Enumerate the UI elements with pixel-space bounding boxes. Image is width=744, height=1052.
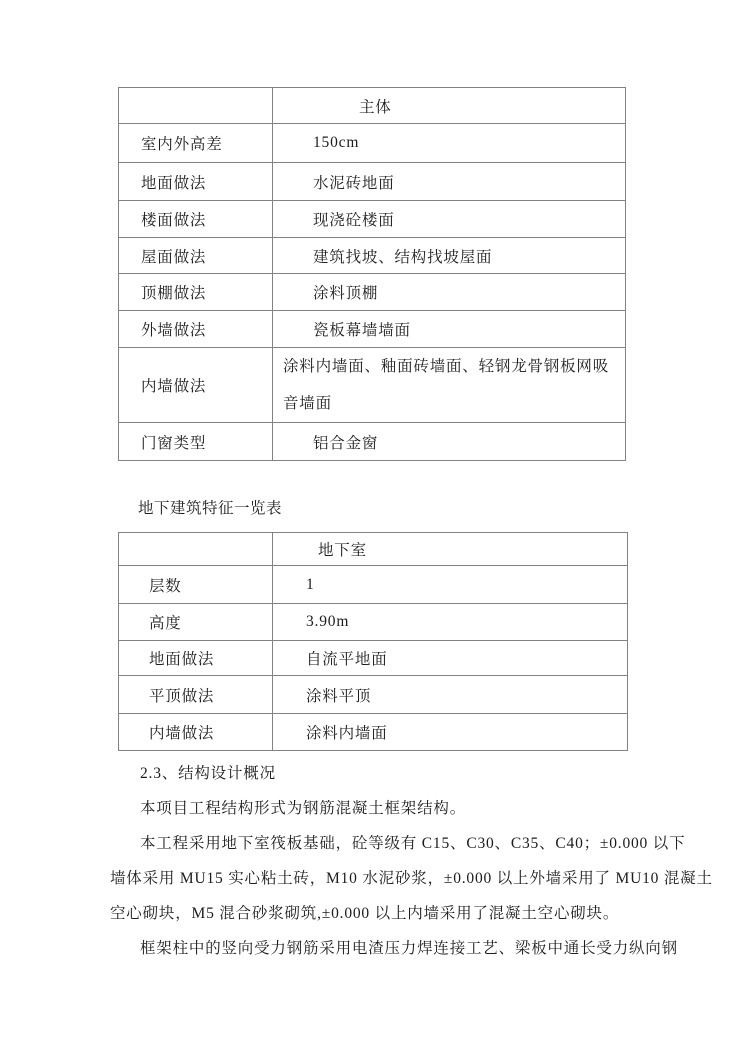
table-cell-value: 涂料内墙面 [273,714,628,751]
table-cell-label: 地面做法 [119,641,273,676]
table-cell-label: 地面做法 [119,163,273,201]
table-cell-value: 水泥砖地面 [273,163,626,201]
table-row [119,163,626,201]
table-row [119,676,628,714]
main-building-features-table [118,87,626,461]
paragraph-line: 框架柱中的竖向受力钢筋采用电渣压力焊连接工艺、梁板中通长受力纵向钢 [140,940,678,957]
table-cell-label: 门窗类型 [119,423,273,461]
table-cell-label: 平顶做法 [119,676,273,714]
table-row [119,348,626,423]
table-row [119,238,626,274]
paragraph-line: 本项目工程结构形式为钢筋混凝土框架结构。 [140,800,467,817]
table-cell-label: 外墙做法 [119,311,273,348]
table-row [119,201,626,238]
table-cell-label: 内墙做法 [119,348,273,423]
table-row [119,88,626,124]
paragraph-line: 本工程采用地下室筏板基础，砼等级有 C15、C30、C35、C40；±0.000 以下 [140,835,686,852]
table-row [119,604,628,641]
table-cell-value: 自流平地面 [273,641,628,676]
table-header-cell: 地下室 [273,533,628,566]
table-cell-value: 涂料平顶 [273,676,628,714]
table-cell-label: 高度 [119,604,273,641]
table-cell-value: 3.90m [273,604,628,641]
body-text-block [110,756,713,966]
table-row [119,641,628,676]
table-row [119,274,626,311]
table-row [119,566,628,604]
basement-table-caption: 地下建筑特征一览表 [138,500,283,517]
table-cell-label: 内墙做法 [119,714,273,751]
table-cell-label [119,88,273,124]
table-cell-value: 1 [273,566,628,604]
table-cell-value: 瓷板幕墙墙面 [273,311,626,348]
table-cell-value: 涂料内墙面、釉面砖墙面、轻钢龙骨钢板网吸音墙面 [273,348,626,423]
paragraph-line: 墙体采用 MU15 实心粘土砖，M10 水泥砂浆，±0.000 以上外墙采用了 MU10 混凝土 [110,870,713,887]
table-row [119,714,628,751]
table-row [119,533,628,566]
table-header-cell: 主体 [273,88,626,124]
table-cell-label: 楼面做法 [119,201,273,238]
table-cell-label: 层数 [119,566,273,604]
table-cell-label: 室内外高差 [119,124,273,163]
table-cell-value: 150cm [273,124,626,163]
section-heading: 2.3、结构设计概况 [140,765,276,782]
table-cell-label: 顶棚做法 [119,274,273,311]
table-row [119,423,626,461]
table-cell-label: 屋面做法 [119,238,273,274]
table-row [119,311,626,348]
basement-features-table [118,532,628,751]
table-cell-value: 涂料顶棚 [273,274,626,311]
table-cell-label [119,533,273,566]
table-cell-value: 铝合金窗 [273,423,626,461]
paragraph-line: 空心砌块，M5 混合砂浆砌筑,±0.000 以上内墙采用了混凝土空心砌块。 [110,905,620,922]
table-cell-value: 现浇砼楼面 [273,201,626,238]
table-cell-value: 建筑找坡、结构找坡屋面 [273,238,626,274]
table-row [119,124,626,163]
